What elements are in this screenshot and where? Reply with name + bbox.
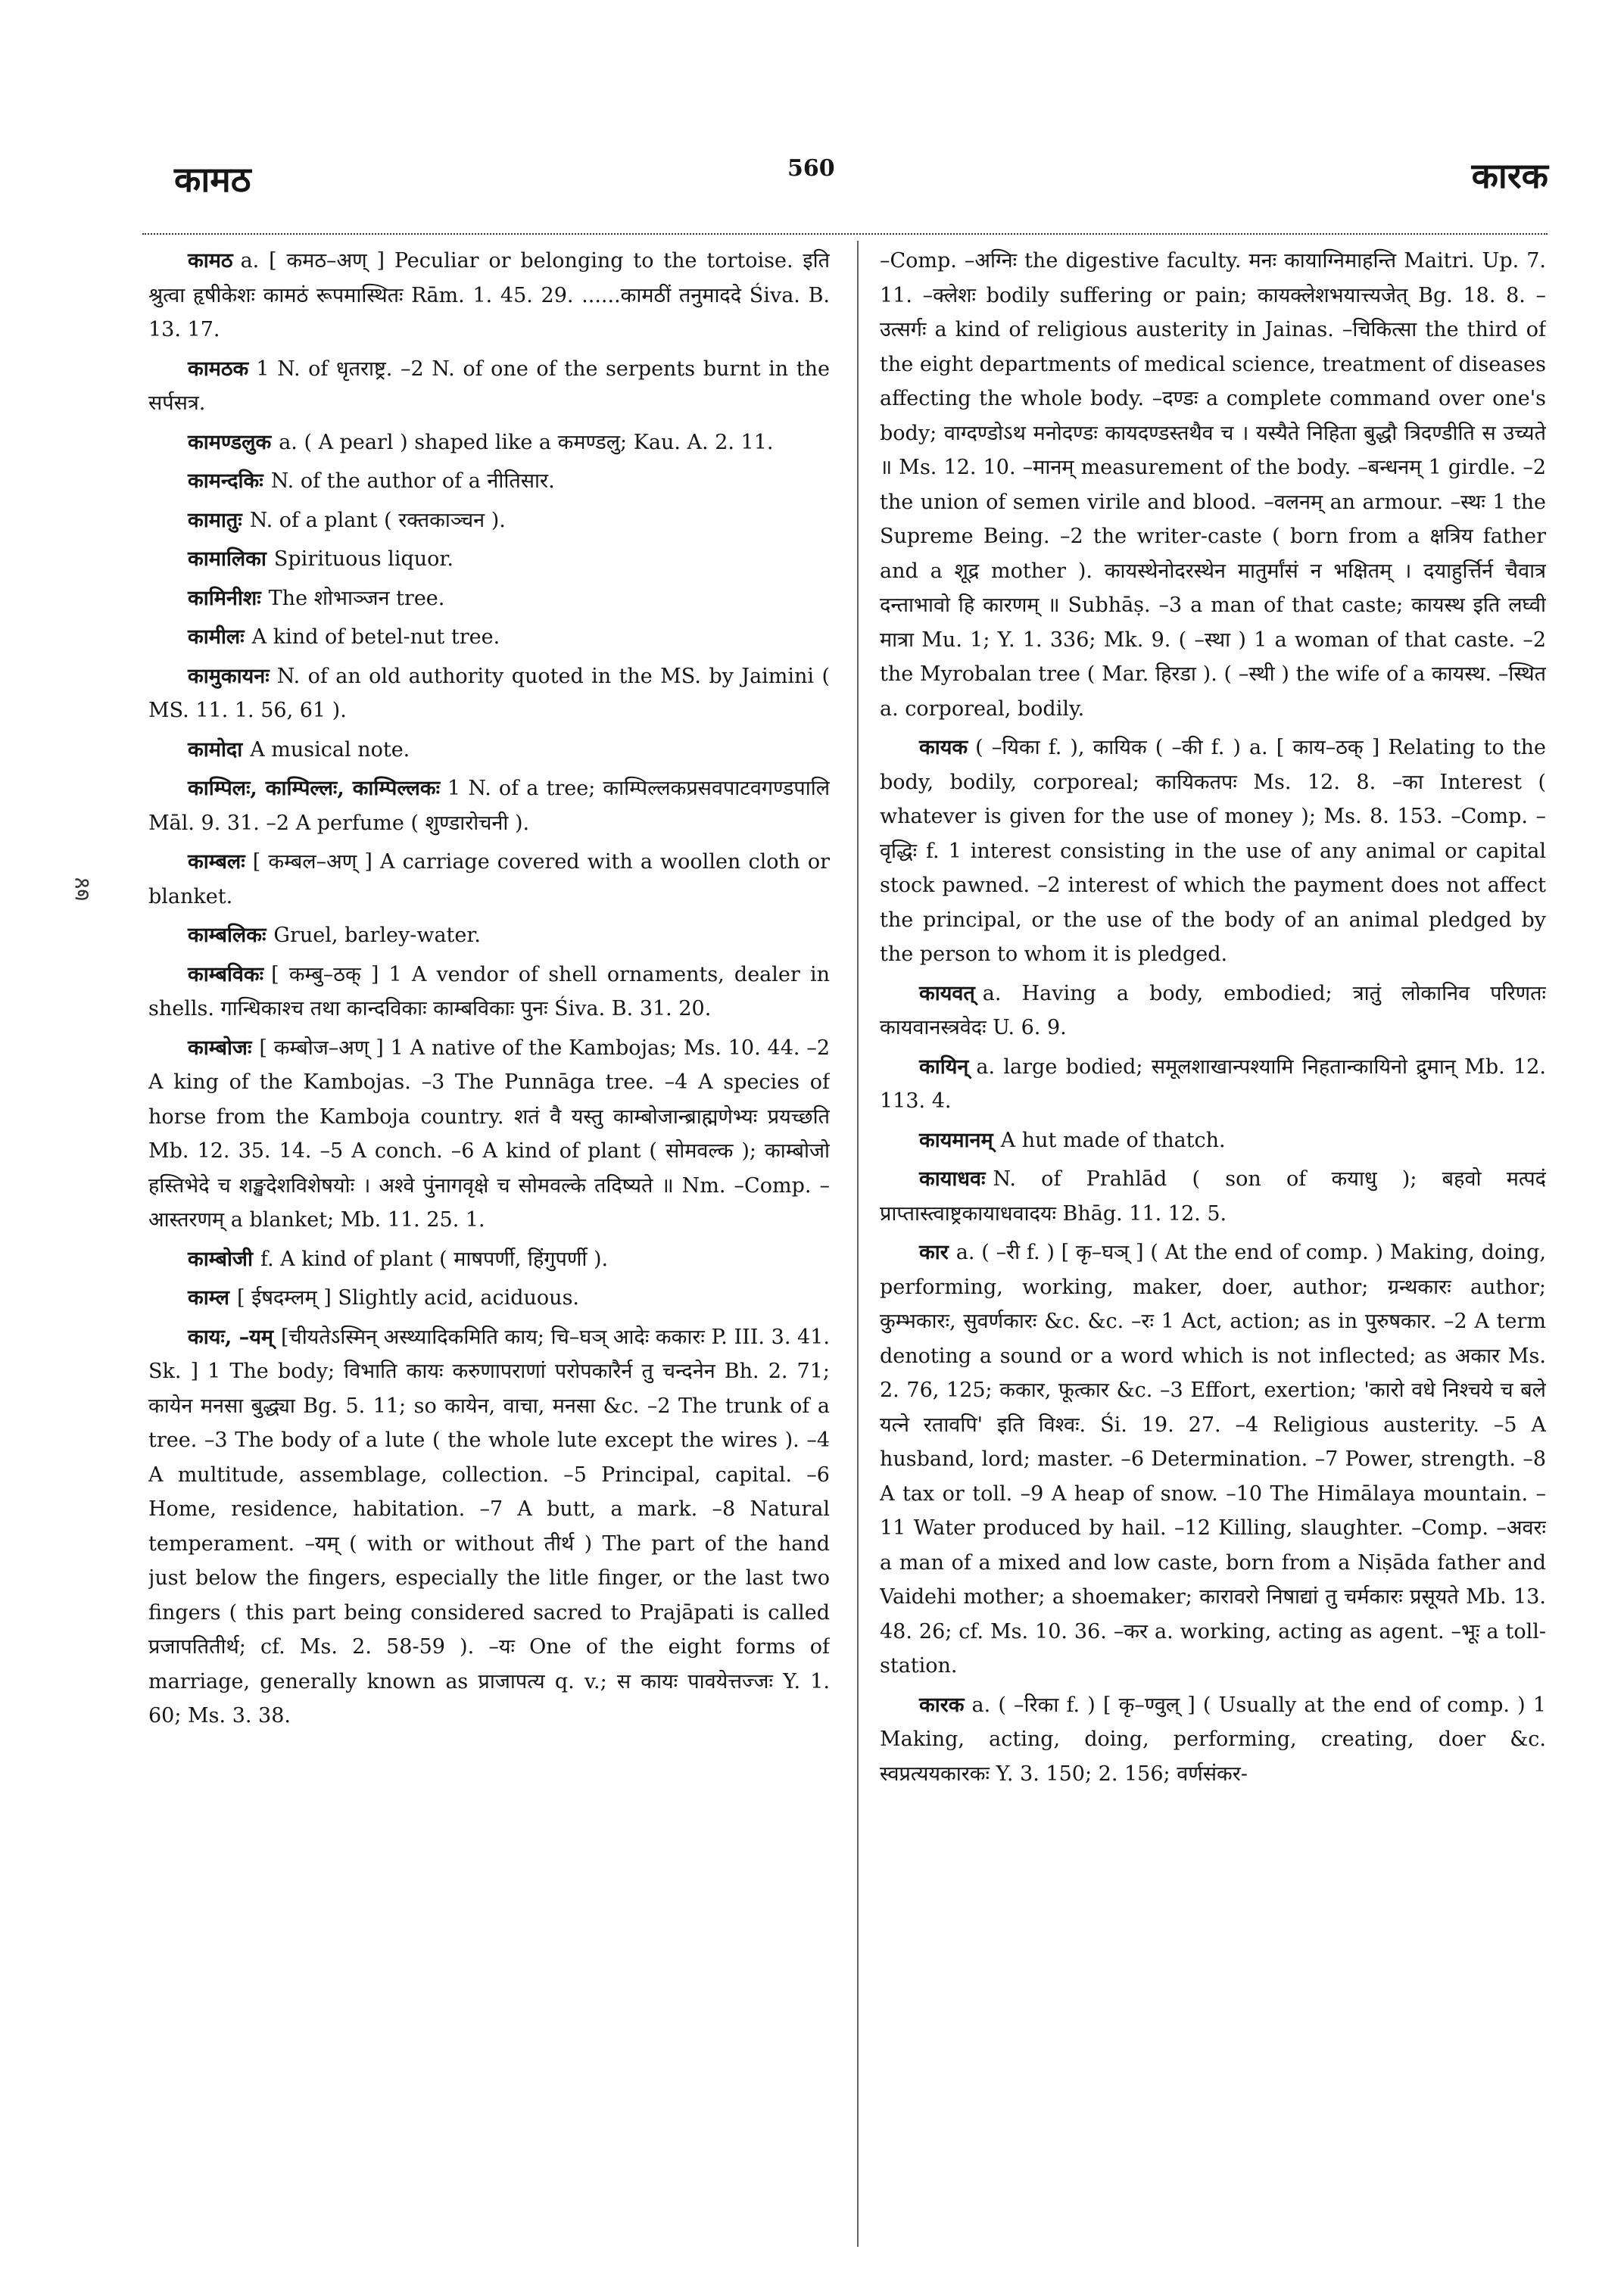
dictionary-entry <box>880 1162 1546 1231</box>
entry-headword: कामातुः <box>188 508 242 532</box>
entry-text: A kind of betel-nut tree. <box>251 625 500 649</box>
entry-text: [ कम्बोज–अण् ] 1 A native of the Kambojas; Ms. 10. 44. –2 A king of the Kambojas. –3 The Punnāga tree. –4 A species of horse from the Kamboja country. शतं वै यस्तु काम्बोजान्ब्राह्मणेभ्यः प्रयच्छति Mb. 12. 35. 14. –5 A conch. –6 A kind of plant ( सोमवल्क ); काम्बोजो हस्तिभेदे च शङ्खदेशविशेषयोः । अश्वे पुंनागवृक्षे च सोमवल्के तदिष्यते ॥ Nm. –Comp. –आस्तरणम् a blanket; Mb. 11. 25. 1. <box>148 1036 830 1232</box>
entry-text: [ ईषदम्लम् ] Slightly acid, aciduous. <box>236 1286 580 1310</box>
entry-headword: काम्बोजः <box>188 1036 252 1060</box>
dictionary-entry <box>148 542 830 577</box>
entry-text: N. of a plant ( रक्तकाञ्चन ). <box>249 508 506 532</box>
entry-text: a. ( A pearl ) shaped like a कमण्डलु; Kau. A. 2. 11. <box>279 430 774 454</box>
entry-text: A hut made of thatch. <box>1000 1128 1226 1152</box>
dictionary-entry-continued <box>880 244 1546 726</box>
dictionary-entry <box>148 1242 830 1277</box>
dictionary-entry <box>148 1031 830 1238</box>
entry-text: f. A kind of plant ( माषपर्णी, हिंगुपर्णी ). <box>260 1247 609 1271</box>
dictionary-entry <box>148 503 830 538</box>
entry-headword: काम्बोजी <box>188 1247 253 1271</box>
entry-headword: कामालिका <box>188 547 267 571</box>
entry-text: a. ( –रिका f. ) [ कृ–ण्वुल् ] ( Usually at the end of comp. ) 1 Making, acting, doing, performing, creating, doer &c. स्वप्रत्ययकारकः Y. 3. 150; 2. 156; वर्णसंकर- <box>880 1693 1546 1786</box>
entry-text: [चीयतेऽस्मिन् अस्थ्यादिकमिति काय; चि–घञ् आदेः ककारः P. III. 3. 41. Sk. ] 1 The body; विभाति कायः करुणापराणां परोपकारैर्न तु चन्दनेन Bh. 2. 71; कायेन मनसा बुद्ध्या Bg. 5. 11; so कायेन, वाचा, मनसा &c. –2 The trunk of a tree. –3 The body of a lute ( the whole lute except the wires ). –4 A multitude, assemblage, collection. –5 Principal, capital. –6 Home, residence, habitation. –7 A butt, a mark. –8 Natural temperament. –यम् ( with or without तीर्थ ) The part of the hand just below the fingers, especially the litle finger, or the last two fingers ( this part being considered sacred to Prajāpati is called प्रजापतितीर्थ; cf. Ms. 2. 58-59 ). –यः One of the eight forms of marriage, generally known as प्राजापत्य q. v.; स कायः पावयेत्तज्जः Y. 1. 60; Ms. 3. 38. <box>148 1325 830 1728</box>
dictionary-entry <box>148 244 830 347</box>
entry-headword: काम्ल <box>188 1286 229 1310</box>
entry-text: a. Having a body, embodied; त्रातुं लोकानिव परिणतः कायवानस्त्रवेदः U. 6. 9. <box>880 981 1546 1039</box>
dictionary-entry <box>148 352 830 421</box>
entry-headword: कायिन् <box>919 1055 969 1079</box>
dictionary-entry <box>148 1281 830 1316</box>
dictionary-entry <box>148 845 830 914</box>
entry-text: A musical note. <box>250 737 410 762</box>
dictionary-entry <box>148 659 830 728</box>
entry-headword: कामुकायनः <box>188 664 270 688</box>
entry-headword: कायक <box>919 736 968 759</box>
right-column <box>880 244 1546 2257</box>
entry-headword: काम्पिलः, काम्पिल्लः, काम्पिल्लकः <box>188 777 441 800</box>
entry-headword: कार <box>919 1241 949 1264</box>
entry-headword: काम्बलः <box>188 850 245 874</box>
entry-text: Spirituous liquor. <box>273 547 454 571</box>
dictionary-entry <box>148 620 830 655</box>
dictionary-entry <box>148 425 830 460</box>
entry-headword: कामोदा <box>188 737 243 762</box>
entry-text: a. ( –री f. ) [ कृ–घञ् ] ( At the end of comp. ) Making, doing, performing, working, maker, doer, author; ग्रन्थकारः author; कुम्भकारः, सुवर्णकारः &c. &c. –रः 1 Act, action; as in पुरुषकार. –2 A term denoting a sound or a word which is not inflected; as अकार Ms. 2. 76, 125; ककार, फूत्कार &c. –3 Effort, exertion; 'कारो वधे निश्चये च बले यत्ने रतावपि' इति विश्वः. Śi. 19. 27. –4 Religious austerity. –5 A husband, lord; master. –6 Determination. –7 Power, strength. –8 A tax or toll. –9 A heap of snow. –10 The Himālaya mountain. –11 Water produced by hail. –12 Killing, slaughter. –Comp. –अवरः a man of a mixed and low caste, born from a Niṣāda father and Vaidehi mother; a shoemaker; कारावरो निषाद्यां तु चर्मकारः प्रसूयते Mb. 13. 48. 26; cf. Ms. 10. 36. –कर a. working, acting as agent. –भूः a toll-station. <box>880 1241 1546 1678</box>
entry-headword: कामठक <box>188 357 249 381</box>
entry-headword: कायाधवः <box>919 1167 986 1191</box>
dictionary-entry <box>148 918 830 953</box>
entry-headword: काम्बविकः <box>188 962 264 986</box>
dictionary-entry <box>148 958 830 1027</box>
entry-text: The शोभाञ्जन tree. <box>268 586 445 610</box>
dictionary-entry <box>880 1050 1546 1119</box>
entry-text: N. of an old authority quoted in the MS. by Jaimini ( MS. 11. 1. 56, 61 ). <box>148 664 830 722</box>
running-headword-left: कामठ <box>174 159 251 200</box>
page-number: 560 <box>787 155 835 182</box>
running-headword-right: कारक <box>1471 155 1548 196</box>
entry-text: [ कम्बल–अण् ] A carriage covered with a woollen cloth or blanket. <box>148 850 830 908</box>
dictionary-entry <box>148 464 830 499</box>
entry-headword: कायमानम् <box>919 1128 993 1152</box>
entry-text: ( –यिका f. ), कायिक ( –की f. ) a. [ काय–ठक् ] Relating to the body, bodily, corporeal; कायिकतपः Ms. 12. 8. –का Interest ( whatever is given for the use of money ); Ms. 8. 153. –Comp. –वृद्धिः f. 1 interest consisting in the use of any animal or capital stock pawned. –2 interest of which the payment does not affect the principal, or the use of the body of an animal pledged by the person to whom it is pledged. <box>880 736 1546 966</box>
entry-text: a. [ कमठ–अण् ] Peculiar or belonging to the tortoise. इति श्रुत्वा हृषीकेशः कामठं रूपमास्थितः Rām. 1. 45. 29. ......कामठीं तनुमाददे Śiva. B. 13. 17. <box>148 249 830 341</box>
entry-headword: कामीलः <box>188 625 245 649</box>
dictionary-entry <box>880 977 1546 1045</box>
entry-text: a. large bodied; समूलशाखान्पश्यामि निहतान्कायिनो द्रुमान् Mb. 12. 113. 4. <box>880 1055 1546 1113</box>
entry-headword: काम्बलिकः <box>188 924 267 947</box>
entry-headword: कामण्डलुक <box>188 430 272 454</box>
entry-headword: कामठ <box>188 249 233 273</box>
entry-headword: कामन्दकिः <box>188 469 263 493</box>
dictionary-entry <box>148 733 830 768</box>
dictionary-entry <box>880 1123 1546 1158</box>
entry-text: 1 N. of a tree; काम्पिल्लकप्रसवपाटवगण्डपालि Māl. 9. 31. –2 A perfume ( शुण्डारोचनी ). <box>148 777 830 835</box>
dictionary-entry <box>148 771 830 840</box>
entry-text: 1 N. of धृतराष्ट्र. –2 N. of one of the serpents burnt in the सर्पसत्र. <box>148 357 830 415</box>
margin-mark: ७४ <box>69 877 95 901</box>
dictionary-entry <box>880 1235 1546 1684</box>
entry-text: N. of Prahlād ( son of कयाधु ); बहवो मत्पदं प्राप्तास्त्वाष्ट्रकायाधवादयः Bhāg. 11. 12. 5. <box>880 1167 1546 1226</box>
entry-text: Gruel, barley-water. <box>273 924 481 947</box>
entry-headword: कायः, –यम् <box>188 1325 274 1349</box>
entry-headword: कायवत् <box>919 981 975 1005</box>
entry-text: –Comp. –अग्निः the digestive faculty. मनः कायाग्निमाहन्ति Maitri. Up. 7. 11. –क्लेशः bodily suffering or pain; कायक्लेशभयात्त्यजेत् Bg. 18. 8. –उत्सर्गः a kind of religious austerity in Jainas. –चिकित्सा the third of the eight departments of medical science, treatment of diseases affecting the whole body. –दण्डः a complete command over one's body; वाग्दण्डोऽथ मनोदण्डः कायदण्डस्तथैव च । यस्यैते निहिता बुद्धौ त्रिदण्डीति स उच्यते ॥ Ms. 12. 10. –मानम् measurement of the body. –बन्धनम् 1 girdle. –2 the union of semen virile and blood. –वलनम् an armour. –स्थः 1 the Supreme Being. –2 the writer-caste ( born from a क्षत्रिय father and a शूद्र mother ). कायस्थेनोदरस्थेन मातुर्मांसं न भक्षितम् । दयाहुर्त्तिर्न चैवात्र दन्ताभावो हि कारणम् ॥ Subhāṣ. –3 a man of that caste; कायस्थ इति लघ्वी मात्रा Mu. 1; Y. 1. 336; Mk. 9. ( –स्था ) 1 a woman of that caste. –2 the Myrobalan tree ( Mar. हिरडा ). ( –स्थी ) the wife of a कायस्थ. –स्थित a. corporeal, bodily. <box>880 249 1546 721</box>
dictionary-entry <box>880 1688 1546 1792</box>
dictionary-entry <box>148 1320 830 1734</box>
column-divider <box>857 241 859 2247</box>
header-rule <box>142 233 1548 235</box>
entry-headword: कारक <box>919 1693 965 1717</box>
entry-text: [ कम्बु–ठक् ] 1 A vendor of shell ornaments, dealer in shells. गान्धिकाश्च तथा कान्दविकाः काम्बविकाः पुनः Śiva. B. 31. 20. <box>148 962 830 1020</box>
entry-text: N. of the author of a नीतिसार. <box>270 469 555 493</box>
dictionary-entry <box>880 731 1546 972</box>
dictionary-entry <box>148 581 830 616</box>
left-column <box>148 244 830 2257</box>
entry-headword: कामिनीशः <box>188 586 261 610</box>
